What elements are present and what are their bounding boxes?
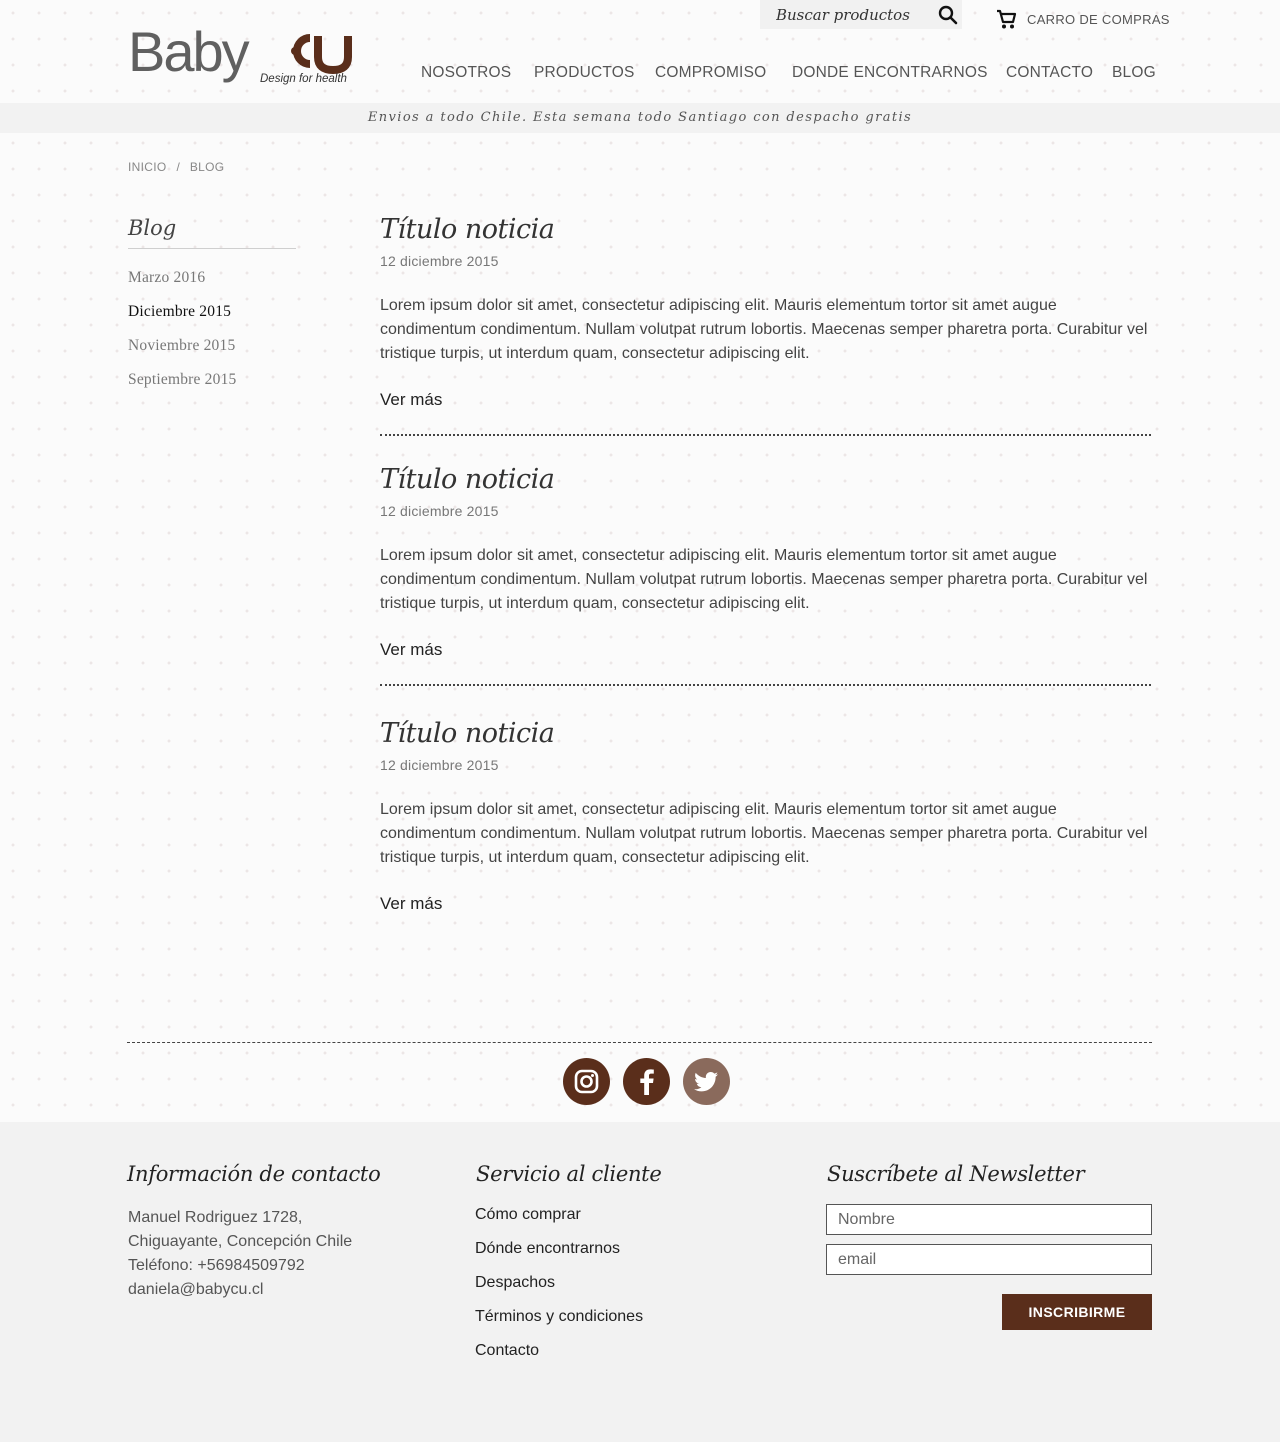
archive-item[interactable]: Noviembre 2015 [128, 337, 236, 354]
archive-item[interactable]: Marzo 2016 [128, 269, 206, 286]
site-header [0, 0, 1280, 102]
breadcrumb-current[interactable]: BLOG [189, 160, 225, 174]
shipping-banner: Envios a todo Chile. Esta semana todo Santiago con despacho gratis [0, 103, 1280, 133]
contact-address-line2: Chiguayante, Concepción Chile [128, 1233, 353, 1250]
facebook-icon [623, 1058, 670, 1105]
read-more-link[interactable]: Ver más [380, 894, 443, 913]
contact-email[interactable]: daniela@babycu.cl [128, 1281, 264, 1298]
newsletter-email-field[interactable] [826, 1244, 1152, 1275]
service-link-donde-encontrarnos[interactable]: Dónde encontrarnos [475, 1240, 620, 1257]
nav-blog[interactable]: BLOG [1112, 64, 1156, 81]
service-title: Servicio al cliente [476, 1162, 662, 1186]
post-title[interactable]: Título noticia [380, 718, 555, 749]
read-more-link[interactable]: Ver más [380, 640, 443, 659]
nav-nosotros[interactable]: NOSOTROS [421, 64, 512, 81]
search-icon[interactable] [938, 5, 958, 25]
site-footer [0, 1122, 1280, 1442]
search-box [760, 0, 962, 29]
nav-contacto[interactable]: CONTACTO [1006, 64, 1094, 81]
service-link-como-comprar[interactable]: Cómo comprar [475, 1206, 581, 1223]
post-body: Lorem ipsum dolor sit amet, consectetur adipiscing elit. Mauris elementum tortor sit amet augue condimentum condimentum. Nullam volutpat rutrum lobortis. Maecenas semper pharetra porta. Curabitur vel tristique turpis, ut interdum quam, consectetur adipiscing elit. [380, 547, 1148, 612]
nav-donde-encontrarnos[interactable]: DONDE ENCONTRARNOS [792, 64, 988, 81]
sidebar-title: Blog [128, 216, 296, 249]
post-divider [380, 684, 1151, 686]
blog-post [380, 718, 1151, 914]
post-date: 12 diciembre 2015 [380, 757, 499, 773]
blog-post [380, 464, 1151, 660]
post-date: 12 diciembre 2015 [380, 503, 499, 519]
archive-item[interactable]: Septiembre 2015 [128, 371, 237, 388]
blog-post [380, 214, 1151, 410]
facebook-link[interactable] [623, 1058, 670, 1105]
service-link-despachos[interactable]: Despachos [475, 1274, 556, 1291]
contact-title: Información de contacto [127, 1162, 381, 1186]
contact-address-line1: Manuel Rodriguez 1728, [128, 1209, 303, 1226]
post-divider [380, 434, 1151, 436]
breadcrumb-separator: / [176, 160, 180, 174]
newsletter-subscribe-button[interactable]: INSCRIBIRME [1002, 1294, 1152, 1330]
service-links [475, 1206, 643, 1376]
post-title[interactable]: Título noticia [380, 214, 555, 245]
footer-divider [127, 1042, 1152, 1043]
post-title[interactable]: Título noticia [380, 464, 555, 495]
breadcrumb-home[interactable]: INICIO [128, 160, 167, 174]
post-body: Lorem ipsum dolor sit amet, consectetur adipiscing elit. Mauris elementum tortor sit amet augue condimentum condimentum. Nullam volutpat rutrum lobortis. Maecenas semper pharetra porta. Curabitur vel tristique turpis, ut interdum quam, consectetur adipiscing elit. [380, 297, 1148, 362]
cart-icon [996, 9, 1017, 30]
twitter-icon [683, 1058, 730, 1105]
contact-info [128, 1206, 352, 1302]
blog-sidebar [128, 216, 296, 405]
read-more-link[interactable]: Ver más [380, 390, 443, 409]
nav-productos[interactable]: PRODUCTOS [534, 64, 635, 81]
service-link-terminos[interactable]: Términos y condiciones [475, 1308, 644, 1325]
logo-text-baby: Baby [128, 22, 248, 83]
nav-compromiso[interactable]: COMPROMISO [655, 64, 767, 81]
search-input[interactable] [760, 0, 928, 29]
instagram-link[interactable] [563, 1058, 610, 1105]
instagram-icon [563, 1058, 610, 1105]
service-link-contacto[interactable]: Contacto [475, 1342, 540, 1359]
logo-tagline: Design for health [260, 73, 347, 85]
post-body: Lorem ipsum dolor sit amet, consectetur adipiscing elit. Mauris elementum tortor sit amet augue condimentum condimentum. Nullam volutpat rutrum lobortis. Maecenas semper pharetra porta. Curabitur vel tristique turpis, ut interdum quam, consectetur adipiscing elit. [380, 801, 1148, 866]
twitter-link[interactable] [683, 1058, 730, 1105]
newsletter-name-field[interactable] [826, 1204, 1152, 1235]
cart-label: CARRO DE COMPRAS [1027, 12, 1170, 27]
babycu-logo[interactable] [128, 22, 354, 86]
social-links [563, 1058, 730, 1105]
contact-phone: Teléfono: +56984509792 [128, 1257, 305, 1274]
archive-item-active[interactable]: Diciembre 2015 [128, 303, 232, 320]
newsletter-title: Suscríbete al Newsletter [827, 1162, 1085, 1186]
archive-list [128, 269, 296, 405]
cart-link[interactable] [996, 9, 1170, 30]
post-date: 12 diciembre 2015 [380, 253, 499, 269]
breadcrumb [128, 160, 224, 174]
